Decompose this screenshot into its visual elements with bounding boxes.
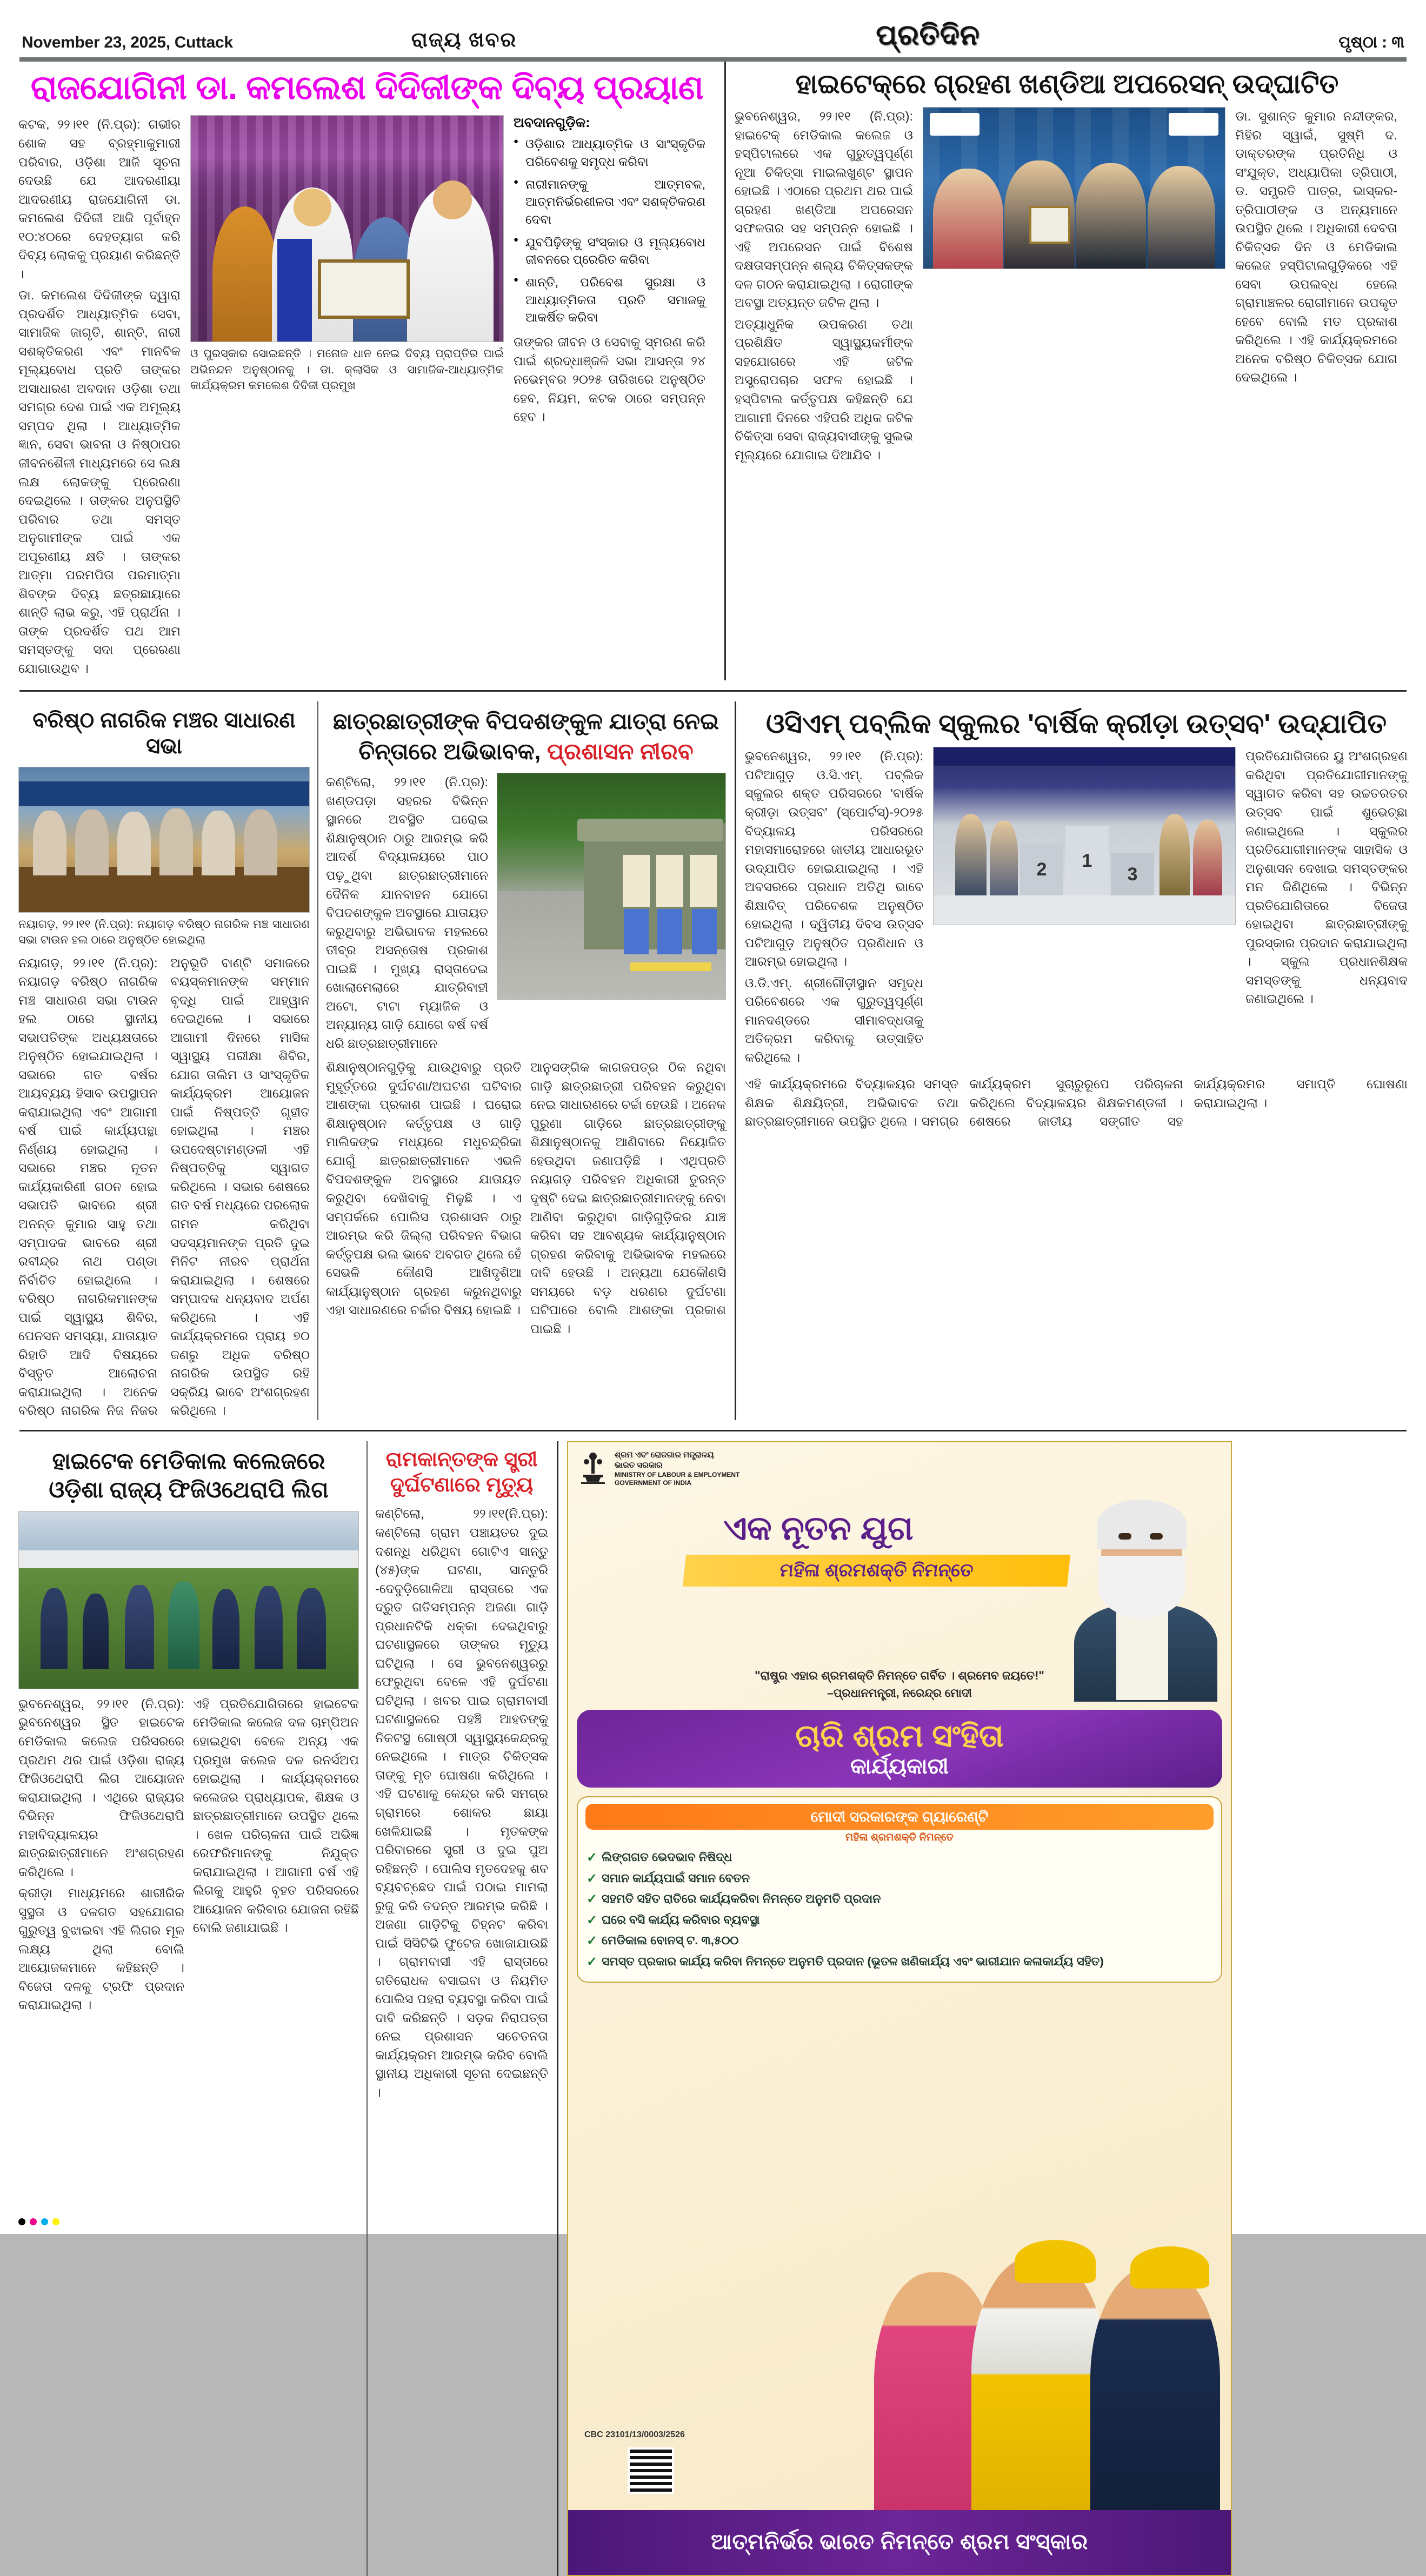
lead-photo — [190, 115, 504, 342]
hitech-body-para: ଅତ୍ୟାଧୁନିକ ଉପକରଣ ତଥା ପ୍ରଶିକ୍ଷିତ ସ୍ୱାସ୍ଥ୍ୟକର୍ମୀଙ୍କ ସହଯୋଗରେ ଏହି ଜଟିଳ ଅସ୍ତ୍ରୋପଚାର ସଫଳ ହୋଇଛି । ହସ୍ପିଟାଲ କର୍ତ୍ତୃପକ୍ଷ କହିଛନ୍ତି ଯେ ଆଗାମୀ ଦିନରେ ଏହିପରି ଅଧିକ ଜଟିଳ ଚିକିତ୍ସା ସେବା ରାଜ୍ୟବାସୀଙ୍କୁ ସୁଲଭ ମୂଲ୍ୟରେ ଯୋଗାଇ ଦିଆଯିବ । — [735, 317, 913, 462]
india-emblem-icon — [578, 1450, 608, 1488]
hitech-col3-para: ଡା. ସୁଶାନ୍ତ କୁମାର ନନ୍ଦୀଙ୍କର, ମିହିର ସ୍ୱାଇଁ, ସୁଷ୍ମି ଦ. ଡାକ୍ତରଙ୍କ ପ୍ରତିନିଧି ଓ ସଂଯୁକ୍ତ, ଅଧ୍ୟାପିକା ତ୍ରିପାଠୀ, ଡ. ସମ୍ପ୍ରତି ପାତ୍ର, ଭାସ୍କର-ତ୍ରିପାଠୀଙ୍କ ଓ ଅନ୍ୟମାନେ ଉପସ୍ଥିତ ଥିଲେ । ଅଧିକାରୀ ଦେବତା ଚିକିତ୍ସକ ଦିନ ଓ ମେଡିକାଲ କଲେଜ ହସ୍ପିଟାଲଗୁଡ଼ିକରେ ଏହି ସେବା ଉପଲବ୍ଧ ହେଲେ ଗ୍ରାମାଞ୍ଚଳର ରୋଗୀମାନେ ଉପକୃତ ହେବେ ବୋଲି ମତ ପ୍ରକାଶ କରିଥିଲେ । ଏହି କାର୍ଯ୍ୟକ୍ରମରେ ଅନେକ ବରିଷ୍ଠ ଚିକିତ୍ସକ ଯୋଗ ଦେଇଥିଲେ । — [1235, 109, 1397, 385]
ad-title: ଏକ ନୂତନ ଯୁଗ — [723, 1509, 914, 1547]
zone-middle — [18, 701, 1408, 1420]
hitech-headline: ହାଇଟେକ୍‌ରେ ଗ୍ରହଣ ଖଣ୍ଡିଆ ଅପରେସନ୍ ଉଦ୍‌ଘାଟିତ — [795, 69, 1339, 99]
lead-headline: ରାଜଯୋଗିନୀ ଡା. କମଲେଶ ଦିଦିଜୀଙ୍କ ଦିବ୍ୟ ପ୍ରୟାଣ — [30, 69, 704, 106]
masthead-section: ରାଜ୍ୟ ଖବର — [411, 29, 517, 51]
section-divider-1 — [19, 690, 1407, 692]
hitech-dateline-para: ଭୁବନେଶ୍ୱର, ୨୨।୧୧ (ନି.ପ୍ର): ହାଇଟେକ୍ ମେଡିକାଲ କଲେଜ ଓ ହସ୍ପିଟାଲରେ ଏକ ଗୁରୁତ୍ୱପୂର୍ଣ୍ଣ ନୂଆ ଚିକିତ୍ସା ମାଇଲଖୁଣ୍ଟ ସ୍ଥାପନ ହୋଇଛି । ଏଠାରେ ପ୍ରଥମ ଥର ପାଇଁ ଗ୍ରହଣ ଖଣ୍ଡିଆ ଅପରେସନ ସଫଳତାର ସହ ସମ୍ପନ୍ନ ହୋଇଛି । ଏହି ଅପରେସନ ପାଇଁ ବିଶେଷ ଦକ୍ଷତାସମ୍ପନ୍ନ ଶଲ୍ୟ ଚିକିତ୍ସକଙ୍କ ଦଳ ଗଠନ କରାଯାଇଥିଲା । ରୋଗୀଙ୍କ ଅବସ୍ଥା ଅତ୍ୟନ୍ତ ଜଟିଳ ଥିଲା । — [735, 109, 913, 310]
ad-ministry-en1: MINISTRY OF LABOUR & EMPLOYMENT — [615, 1470, 740, 1478]
ad-benefit-item: ✓ ସମାନ କାର୍ଯ୍ୟପାଇଁ ସମାନ ବେତନ — [585, 1870, 1214, 1886]
ad-ministry-block — [568, 1442, 1231, 1488]
ocm-story — [745, 701, 1408, 1420]
ramakanta-body: କଣ୍ଟିଲୋ, ୨୨।୧୧(ନି.ପ୍ର): କଣ୍ଟିଲୋ ଗ୍ରାମ ପଞ୍ଚାୟତର ଦୁଇ ଦଶନ୍ଧି ଧରିଥିବା ଗୋଟିଏ ସାନ୍ତୁ (୪୫)ଙ୍କ ଘଟଣା, ସାନ୍ତୁରି -ଦେବୁଡ଼ିଗୋଳିଆ ରାସ୍ତାରେ ଏକ ଦ୍ରୁତ ଗତିସମ୍ପନ୍ନ ଅଜଣା ଗାଡ଼ି ପ୍ରଧାନଟିକି ଧକ୍କା ଦେଇଥିବାରୁ ଘଟଣାସ୍ଥଳରେ ତାଙ୍କର ମୃତ୍ୟୁ ଘଟିଥିଲା । ସେ ଭୁବନେଶ୍ୱରରୁ ଫେରୁଥିବା ବେଳେ ଏହି ଦୁର୍ଘଟଣା ଘଟିଥିଲା । ଖବର ପାଇ ଗ୍ରାମବାସୀ ଘଟଣାସ୍ଥଳରେ ପହଞ୍ଚି ଆହତଙ୍କୁ ନିକଟସ୍ଥ ଗୋଷ୍ଠୀ ସ୍ୱାସ୍ଥ୍ୟକେନ୍ଦ୍ରକୁ ନେଇଥିଲେ । ମାତ୍ର ଚିକିତ୍ସକ ତାଙ୍କୁ ମୃତ ଘୋଷଣା କରିଥିଲେ । ଏହି ଘଟଣାକୁ କେନ୍ଦ୍ର କରି ସମଗ୍ର ଗ୍ରାମରେ ଶୋକର ଛାୟା ଖେଳିଯାଇଛି । ମୃତକଙ୍କ ପରିବାରରେ ସ୍ତ୍ରୀ ଓ ଦୁଇ ପୁଅ ରହିଛନ୍ତି । ପୋଲିସ ମୃତଦେହକୁ ଶବ ବ୍ୟବଚ୍ଛେଦ ପାଇଁ ପଠାଇ ମାମଲା ରୁଜୁ କରି ତଦନ୍ତ ଆରମ୍ଭ କରିଛି । ଅଜଣା ଗାଡ଼ିଟିକୁ ଚିହ୍ନଟ କରିବା ପାଇଁ ସିସିଟିଭି ଫୁଟେଜ ଖୋଜାଯାଉଛି । ଗ୍ରାମବାସୀ ଏହି ରାସ୍ତାରେ ଗତିରୋଧକ ବସାଇବା ଓ ନିୟମିତ ପୋଲିସ ପହରା ବ୍ୟବସ୍ଥା କରିବା ପାଇଁ ଦାବି କରିଛନ୍ତି । ସଡ଼କ ନିରାପତ୍ତା ନେଇ ପ୍ରଶାସନ ସଚେତନତା କାର୍ଯ୍ୟକ୍ରମ ଆରମ୍ଭ କରିବ ବୋଲି ସ୍ଥାନୀୟ ଅଧିକାରୀ ସୂଚନା ଦେଇଛନ୍ତି । — [375, 1507, 548, 2099]
contribution-item: ● ଶାନ୍ତି, ପରିବେଶ ସୁରକ୍ଷା ଓ ଆଧ୍ୟାତ୍ମିକତା ପ୍ରତି ସମାଜକୁ ଆକର୍ଷିତ କରିବା — [514, 273, 705, 326]
students-photo — [497, 773, 726, 1000]
masthead — [18, 14, 1408, 52]
ad-benefit-item: ✓ ମେଡିକାଲ ବୋନସ୍ ଟ. ୩,୫୦୦ — [585, 1932, 1214, 1948]
physio-col-2: ଏହି ପ୍ରତିଯୋଗିତାରେ ହାଇଟେକ ମେଡିକାଲ କଲେଜ ଦଳ ଚାମ୍ପିଅନ ହୋଇଥିବା ବେଳେ ଅନ୍ୟ ଏକ ପ୍ରମୁଖ କଲେଜ ଦଳ ରନର୍ସଅପ ହୋଇଥିଲା । କାର୍ଯ୍ୟକ୍ରମରେ କଲେଜର ପ୍ରାଧ୍ୟାପକ, ଶିକ୍ଷକ ଓ ଛାତ୍ରଛାତ୍ରୀମାନେ ଉପସ୍ଥିତ ଥିଲେ । ଖେଳ ପରିଚାଳନା ପାଇଁ ଅଭିଜ୍ଞ ରେଫରିମାନଙ୍କୁ ନିଯୁକ୍ତ କରାଯାଇଥିଲା । ଆଗାମୀ ବର୍ଷ ଏହି ଲିଗକୁ ଆହୁରି ବୃହତ ପରିସରରେ ଆୟୋଜନ କରିବାର ଯୋଜନା ରହିଛି ବୋଲି ଜଣାଯାଇଛି । — [193, 1696, 359, 1935]
ocm-dateline-para: ଭୁବନେଶ୍ୱର, ୨୨।୧୧ (ନି.ପ୍ର): ପଟିଆଗୁଡ଼ ଓ.ସି.ଏମ୍. ପବ୍ଲିକ ସ୍କୁଲର ଶକ୍ତ ପରିସରରେ 'ବାର୍ଷିକ କ୍ରୀଡ଼ା ଉତ୍ସବ' (ସ୍ପୋର୍ଟସ୍)-୨୦୨୫ ବିଦ୍ୟାଳୟ ପରିସରରେ ମହାସମାରୋହରେ ଜାତୀୟ ଆଧାରଭୂତ ଉଦ୍‌ଯାପିତ ହୋଇଯାଇଥିଲା । ଏହି ଅବସରରେ ପ୍ରଧାନ ଅତିଥି ଭାବେ ଶିକ୍ଷାବିତ୍‌ ପରିବେଶକ ଅନୁଷ୍ଠିତ ହୋଇଥିଲା । ଦ୍ୱିତୀୟ ଦିବସ ଉତ୍ସବ ପଟିଆଗୁଡ଼ ଅନୁଷ୍ଠିତ ପ୍ରଣିଧାନ ଓ ଆରମ୍ଭ ହୋଇଥିଲା । — [745, 749, 923, 969]
ocm-col-3: ପ୍ରତିଯୋଗିତାରେ ୟୁ ଅଂଶଗ୍ରହଣ କରିଥିବା ପ୍ରତିଯୋଗୀମାନଙ୍କୁ ସ୍ୱାଗତ କରିବା ସହ ଉଚ୍ଚତରତର ଉତ୍ସବ ପାଇଁ ଶୁଭେଚ୍ଛା ଜଣାଇଥିଲେ । ସ୍କୁଲର ପ୍ରତିଯୋଗୀମାନଙ୍କ ସାହାସିକ ଓ ଅନୁଶାସନ ଦେଖାଇ ସମସ୍ତଙ୍କର ମନ ଜିଣିଥିଲେ । ବିଭିନ୍ନ ପ୍ରତିଯୋଗିତାରେ ବିଜେତା ହୋଇଥିବା ଛାତ୍ରଛାତ୍ରୀଙ୍କୁ ପୁରସ୍କାର ପ୍ରଦାନ କରାଯାଇଥିଲା । ସ୍କୁଲ ପ୍ରଧାନଶିକ୍ଷକ ସମସ୍ତଙ୍କୁ ଧନ୍ୟବାଦ ଜଣାଇଥିଲେ । — [1245, 749, 1408, 1006]
zone-lower — [18, 1441, 1408, 2576]
lead-body-para: ଡା. କମଲେଶ ଦିଦିଜୀଙ୍କ ଦ୍ୱାରା ପ୍ରଦର୍ଶିତ ଆଧ୍ୟାତ୍ମିକ ସେବା, ସାମାଜିକ ଜାଗୃତି, ଶାନ୍ତି, ନାରୀ ସଶକ୍ତିକରଣ ଏବଂ ମାନବିକ ମୂଲ୍ୟବୋଧ ପ୍ରତି ତାଙ୍କର ଅସାଧାରଣ ଅବଦାନ ଓଡ଼ିଶା ତଥା ସମଗ୍ର ଦେଶ ପାଇଁ ଏକ ଅମୂଲ୍ୟ ସମ୍ପଦ ଥିଲା । ଆଧ୍ୟାତ୍ମିକ ଜ୍ଞାନ, ସେବା ଭାବନା ଓ ନିଷ୍ଠାପର ଜୀବନଶୈଳୀ ମାଧ୍ୟମରେ ସେ ଲକ୍ଷ ଲକ୍ଷ ଲୋକଙ୍କୁ ପ୍ରେରଣା ଦେଇଥିଲେ । ତାଙ୍କର ଅନୁପସ୍ଥିତି ପରିବାର ତଥା ସମସ୍ତ ଅନୁଗାମୀଙ୍କ ପାଇଁ ଏକ ଅପୂରଣୀୟ କ୍ଷତି । ତାଙ୍କର ଆତ୍ମା ପରମପିତା ପରମାତ୍ମା ଶିବଙ୍କ ଦିବ୍ୟ ଛତ୍ରଛାୟାରେ ଶାନ୍ତି ଲାଭ କରୁ, ଏହି ପ୍ରାର୍ଥନା । ତାଙ୍କ ପ୍ରଦର୍ଶିତ ପଥ ଆମ ସମସ୍ତଙ୍କୁ ସଦା ପ୍ରେରଣା ଯୋଗାଉଥିବ । — [18, 288, 181, 675]
senior-story — [18, 701, 310, 1420]
ad-footer-band — [568, 2510, 1231, 2575]
contribution-item: ● ଓଡ଼ିଶାର ଆଧ୍ୟାତ୍ମିକ ଓ ସାଂସ୍କୃତିକ ପରିବେଶକୁ ସମୃଦ୍ଧ କରିବା — [514, 135, 705, 170]
registration-marks-left — [18, 2218, 59, 2225]
ad-guarantee-subheading: ମହିଳା ଶ୍ରମଶକ୍ତି ନିମନ୍ତେ — [845, 1832, 954, 1844]
ad-guarantee-heading: ମୋଦୀ ସରକାରଙ୍କ ଗ୍ୟାରେଣ୍ଟି — [585, 1804, 1214, 1830]
students-col-1: କଣ୍ଟିଲୋ, ୨୨।୧୧ (ନି.ପ୍ର): ଖଣ୍ଡପଡ଼ା ସହରର ବିଭିନ୍ନ ସ୍ଥାନରେ ଅବସ୍ଥିତ ଘରୋଇ ଶିକ୍ଷାନୁଷ୍ଠାନ ଠାରୁ ଆରମ୍ଭ କରି ଆଦର୍ଶ ବିଦ୍ୟାଳୟରେ ପାଠ ପଢ଼ୁଥିବା ଛାତ୍ରଛାତ୍ରୀମାନେ ଦୈନିକ ଯାନବାହନ ଯୋଗେ ବିପଦଶଙ୍କୁଳ ଅବସ୍ଥାରେ ଯାତାୟତ କରୁଥିବାରୁ ଅଭିଭାବକ ମହଲରେ ତୀବ୍ର ଅସନ୍ତୋଷ ପ୍ରକାଶ ପାଇଛି । ମୁଖ୍ୟ ରାସ୍ତାଦେଇ ଖୋଲାମେଲାରେ ଯାତ୍ରିବାହୀ ଅଟୋ, ଟାଟା ମ୍ୟାଜିକ ଓ ଅନ୍ୟାନ୍ୟ ଗାଡ଼ି ଯୋଗେ ବର୍ଷ ବର୍ଷ ଧରି ଛାତ୍ରଛାତ୍ରୀମାନେ — [326, 775, 488, 1051]
senior-body: ନୟାଗଡ଼, ୨୨।୧୧ (ନି.ପ୍ର): ନୟାଗଡ଼ ବରିଷ୍ଠ ନାଗରିକ ମଞ୍ଚ ସାଧାରଣ ସଭା ଟାଉନ ହଲ ଠାରେ ସ୍ଥାନୀୟ ସଭାପତିଙ୍କ ଅଧ୍ୟକ୍ଷତାରେ ଅନୁଷ୍ଠିତ ହୋଇଯାଇଥିଲା । ସଭାରେ ଗତ ବର୍ଷର ଆୟବ୍ୟୟ ହିସାବ ଉପସ୍ଥାପନ କରାଯାଇଥିଲା ଏବଂ ଆଗାମୀ ବର୍ଷ ପାଇଁ କାର୍ଯ୍ୟପନ୍ଥା ନିର୍ଣ୍ଣୟ ହୋଇଥିଲା । ସଭାରେ ମଞ୍ଚର ନୂତନ କାର୍ଯ୍ୟକାରିଣୀ ଗଠନ ହୋଇ ସଭାପତି ଭାବରେ ଶ୍ରୀ ଅନନ୍ତ କୁମାର ସାହୁ ତଥା ସମ୍ପାଦକ ଭାବରେ ଶ୍ରୀ ରବୀନ୍ଦ୍ର ନାଥ ପଣ୍ଡା ନିର୍ବାଚିତ ହୋଇଥିଲେ । ବରିଷ୍ଠ ନାଗରିକମାନଙ୍କ ପାଇଁ ସ୍ୱାସ୍ଥ୍ୟ ଶିବିର, ପେନସନ ସମସ୍ୟା, ଯାତାୟାତ ରିହାତି ଆଦି ବିଷୟରେ ବିସ୍ତୃତ ଆଲୋଚନା କରାଯାଇଥିଲା । ଅନେକ ବରିଷ୍ଠ ନାଗରିକ ନିଜ ନିଜର ଅନୁଭୂତି ବାଣ୍ଟି ସମାଜରେ ବୟସ୍କମାନଙ୍କ ସମ୍ମାନ ବୃଦ୍ଧି ପାଇଁ ଆହ୍ୱାନ ଦେଇଥିଲେ । ସଭାରେ ଆଗାମୀ ଦିନରେ ମାସିକ ସ୍ୱାସ୍ଥ୍ୟ ପରୀକ୍ଷା ଶିବିର, ଯୋଗ ତାଲିମ ଓ ସାଂସ୍କୃତିକ କାର୍ଯ୍ୟକ୍ରମ ଆୟୋଜନ ପାଇଁ ନିଷ୍ପତ୍ତି ଗୃହୀତ ହୋଇଥିଲା । ମଞ୍ଚର ଉପଦେଷ୍ଟାମଣ୍ଡଳୀ ଏହି ନିଷ୍ପତ୍ତିକୁ ସ୍ୱାଗତ କରିଥିଲେ । ସଭାର ଶେଷରେ ଗତ ବର୍ଷ ମଧ୍ୟରେ ପରଲୋକ ଗମନ କରିଥିବା ସଦସ୍ୟମାନଙ୍କ ପ୍ରତି ଦୁଇ ମିନିଟ ନୀରବ ପ୍ରାର୍ଥନା କରାଯାଇଥିଲା । ଶେଷରେ ସମ୍ପାଦକ ଧନ୍ୟବାଦ ଅର୍ପଣ କରିଥିଲେ । ଏହି କାର୍ଯ୍ୟକ୍ରମରେ ପ୍ରାୟ ୭୦ ଜଣରୁ ଅଧିକ ବରିଷ୍ଠ ନାଗରିକ ଉପସ୍ଥିତ ରହି ସକ୍ରିୟ ଭାବେ ଅଂଶଗ୍ରହଣ କରିଥିଲେ । — [18, 955, 310, 1418]
students-col-3: ଆନୁସଙ୍ଗିକ କାଗଜପତ୍ର ଠିକ ନଥିବା ଗାଡ଼ି ଛାତ୍ରଛାତ୍ରୀ ପରିବହନ କରୁଥିବା ନେଇ ସାଧାରଣରେ ଚର୍ଚ୍ଚା ହେଉଛି । ଅନେକ ପୁରୁଣା ଗାଡ଼ିରେ ଛାତ୍ରଛାତ୍ରୀଙ୍କୁ ଶିକ୍ଷାନୁଷ୍ଠାନକୁ ଆଣିବାରେ ନିୟୋଜିତ ହେଉଥିବା ଜଣାପଡ଼ିଛି । ଏଥିପ୍ରତି ନୟାଗଡ଼ ପରିବହନ ଅଧିକାରୀ ତୁରନ୍ତ ଦୃଷ୍ଟି ଦେଇ ଛାତ୍ରଛାତ୍ରୀମାନଙ୍କୁ ନେବା ଆଣିବା କରୁଥିବା ଗାଡ଼ିଗୁଡ଼ିକର ଯାଞ୍ଚ କରିବା ସହ ଆବଶ୍ୟକ କାର୍ଯ୍ୟାନୁଷ୍ଠାନ ଗ୍ରହଣ କରିବାକୁ ଅଭିଭାବକ ମହଲରେ ଦାବି ହେଉଛି । ଅନ୍ୟଥା ଯେକୌଣସି ସମୟରେ ବଡ଼ ଧରଣର ଦୁର୍ଘଟଣା ଘଟିପାରେ ବୋଲି ଆଶଙ୍କା ପ୍ରକାଶ ପାଇଛି । — [530, 1060, 726, 1336]
physio-dateline-para: ଭୁବନେଶ୍ୱର, ୨୨।୧୧ (ନି.ପ୍ର): ଭୁବନେଶ୍ୱର ସ୍ଥିତ ହାଇଟେକ ମେଡିକାଲ କଲେଜ ପରିସରରେ ପ୍ରଥମ ଥର ପାଇଁ ଓଡ଼ିଶା ରାଜ୍ୟ ଫିଜିଓଥେରାପି ଲିଗ ଆୟୋଜନ କରାଯାଇଥିଲା । ଏଥିରେ ରାଜ୍ୟର ବିଭିନ୍ନ ଫିଜିଓଥେରାପି ମହାବିଦ୍ୟାଳୟର ଛାତ୍ରଛାତ୍ରୀମାନେ ଅଂଶଗ୍ରହଣ କରିଥିଲେ । — [18, 1696, 184, 1879]
masthead-rule — [19, 57, 1407, 62]
ad-benefit-item: ✓ ସହମତି ସହିତ ରାତିରେ କାର୍ଯ୍ୟକରିବା ନିମନ୍ତେ ଅନୁମତି ପ୍ରଦାନ — [585, 1891, 1214, 1906]
students-headline-b-part1: ଚିନ୍ତାରେ ଅଭିଭାବକ, — [358, 738, 547, 764]
hitech-col-3 — [1235, 107, 1397, 467]
zone-top — [18, 62, 1408, 680]
ad-qr-code — [628, 2447, 674, 2494]
ramakanta-headline-a: ରାମକାନ୍ତଙ୍କ ସ୍ତ୍ରୀ — [385, 1448, 538, 1471]
students-headline-b — [326, 738, 726, 765]
column-divider — [367, 1441, 368, 2576]
senior-photo-caption: ନୟାଗଡ଼, ୨୨।୧୧ (ନି.ପ୍ର): ନୟାଗଡ଼ ବରିଷ୍ଠ ନାଗରିକ ମଞ୍ଚ ସାଧାରଣ ସଭା ଟାଉନ ହଲ ଠାରେ ଅନୁଷ୍ଠିତ ହୋଇଥିଲା — [18, 918, 310, 947]
ad-ribbon: ମହିଳା ଶ୍ରମଶକ୍ତି ନିମନ୍ତେ — [683, 1555, 1070, 1587]
senior-headline: ବରିଷ୍ଠ ନାଗରିକ ମଞ୍ଚର ସାଧାରଣ ସଭା — [32, 708, 296, 758]
lead-closing-para: ତାଙ୍କର ଜୀବନ ଓ ସେବାକୁ ସ୍ମରଣ କରି ପାଇଁ ଶ୍ରଦ୍ଧାଞ୍ଜଳି ସଭା ଆସନ୍ତା ୨୪ ନଭେମ୍ବର ୨୦୨୫ ତାରିଖରେ ଅନୁଷ୍ଠିତ ହେବ, ନିୟମ, କଟକ ଠାରେ ସମ୍ପନ୍ନ ହେବ । — [514, 335, 705, 424]
column-divider — [317, 701, 318, 1420]
lead-dateline-para: କଟକ, ୨୨।୧୧ (ନି.ପ୍ର): ଗଭୀର ଶୋକ ସହ ବ୍ରହ୍ମାକୁମାରୀ ପରିବାର, ଓଡ଼ିଶା ଆଜି ସୂଚନା ଦେଉଛି ଯେ ଆଦରଣୀୟା ଆଦରଣୀୟ ରାଜଯୋଗିନୀ ଡା. କମଲେଶ ଦିଦିଜୀ ଆଜି ପୂର୍ବାହ୍ନ ୧୦:୪୦ରେ ଦେହତ୍ୟାଗ କରି ଦିବ୍ୟ ଲୋକକୁ ପ୍ରୟାଣ କରିଛନ୍ତି । — [18, 117, 181, 281]
contributions-list — [514, 135, 705, 326]
ad-benefit-item: ✓ ଘରେ ବସି କାର୍ଯ୍ୟ କରିବାର ବ୍ୟବସ୍ଥା — [585, 1912, 1214, 1928]
masthead-logo-text: ପ୍ରତିଦିନ — [876, 19, 980, 51]
lead-col-3 — [514, 115, 705, 680]
government-advertisement — [567, 1441, 1232, 2576]
students-photo-block — [497, 773, 726, 1053]
students-headline-b-part2: ପ୍ରଶାସନ ନୀରବ — [547, 738, 694, 764]
hitech-photo-block — [923, 107, 1225, 467]
contribution-item: ● ଯୁବପିଢ଼ିଙ୍କୁ ସଂସ୍କାର ଓ ମୂଲ୍ୟବୋଧ ଜୀବନରେ ପ୍ରେରିତ କରିବା — [514, 233, 705, 269]
contribution-item: ● ନାରୀମାନଙ୍କୁ ଆତ୍ମବଳ, ଆତ୍ମନିର୍ଭରଶୀଳତା ଏବଂ ସଶକ୍ତିକରଣ ଦେବା — [514, 176, 705, 229]
hitech-story — [735, 62, 1400, 680]
ad-card-subheading: କାର୍ଯ୍ୟକାରୀ — [850, 1754, 949, 1778]
ad-ministry-line1: ଶ୍ରମ ଏବଂ ରୋଜଗାର ମନ୍ତ୍ରାଳୟ — [615, 1450, 714, 1460]
ad-quote-attribution: –ପ୍ରଧାନମନ୍ତ୍ରୀ, ନରେନ୍ଦ୍ର ମୋଦୀ — [827, 1687, 972, 1700]
section-divider-2 — [19, 1430, 1407, 1431]
pm-portrait — [1069, 1491, 1225, 1696]
physio-headline-a: ହାଇଟେକ ମେଡିକାଲ କଲେଜରେ — [52, 1448, 325, 1474]
ad-ministry-en2: GOVERNMENT OF INDIA — [615, 1478, 692, 1487]
physio-photo — [18, 1511, 359, 1689]
masthead-date: November 23, 2025, Cuttack — [22, 34, 233, 51]
ad-benefit-item: ✓ ଲିଙ୍ଗଗତ ଭେଦଭାବ ନିଷିଦ୍ଧ — [585, 1849, 1214, 1865]
ocm-col-4: ଏହି କାର୍ଯ୍ୟକ୍ରମରେ ବିଦ୍ୟାଳୟର ସମସ୍ତ ଶିକ୍ଷକ ଶିକ୍ଷୟିତ୍ରୀ, ଅଭିଭାବକ ତଥା ଛାତ୍ରଛାତ୍ରୀମାନେ ଉପସ୍ଥିତ ଥିଲେ । ସମଗ୍ର କାର୍ଯ୍ୟକ୍ରମ ସୁଚାରୁରୂପେ ପରିଚାଳନା କରିଥିଲେ ବିଦ୍ୟାଳୟର ଶିକ୍ଷକମଣ୍ଡଳୀ । ଶେଷରେ ଜାତୀୟ ସଙ୍ଗୀତ ସହ କାର୍ଯ୍ୟକ୍ରମର ସମାପ୍ତି ଘୋଷଣା କରାଯାଇଥିଲା । — [745, 1077, 1408, 1129]
ad-benefit-item: ✓ ସମସ୍ତ ପ୍ରକାର କାର୍ଯ୍ୟ କରିବା ନିମନ୍ତେ ଅନୁମତି ପ୍ରଦାନ (ଭୂତଳ ଖଣିକାର୍ଯ୍ୟ ଏବଂ ଭାରୀଯାନ କଳାକାର୍ଯ୍ୟ ସହିତ) — [585, 1953, 1214, 1969]
lead-col-1 — [18, 115, 181, 680]
contributions-heading: ଅବଦାନଗୁଡ଼ିକ: — [514, 115, 590, 131]
ad-cbc-code: CBC 23101/13/0003/2526 — [584, 2430, 685, 2439]
ocm-col-1 — [745, 747, 923, 1069]
column-divider — [557, 1441, 558, 2576]
students-story — [326, 701, 726, 1420]
page-number: ପୃଷ୍ଠା : ୩ — [1338, 34, 1404, 51]
physio-story — [18, 1441, 359, 2576]
lead-photo-caption: ଓ ପୁରସ୍କାର ସୋଇଛନ୍ତି । ମନୋଜ ଧାନ ନେଇ ଦିବ୍ୟ ପ୍ରାପ୍ତିର ପାଇଁ ଅଭିନନ୍ଦନ ଅନୁଷ୍ଠାନକୁ । ଡା. କ୍ଲାସିକ ଓ ସାମାଜିକ-ଆଧ୍ୟାତ୍ମିକ କାର୍ଯ୍ୟକ୍ରମ କମଲେଶ ଦିଦିଜୀ ପ୍ରମୁଖ — [190, 347, 504, 392]
ad-card-heading: ଚାରି ଶ୍ରମ ସଂହିତା — [795, 1718, 1004, 1754]
ramakanta-headline-b: ଦୁର୍ଘଟଣାରେ ମୃତ୍ୟୁ — [390, 1473, 534, 1496]
senior-photo — [18, 767, 310, 913]
column-divider — [735, 701, 736, 1420]
ocm-body-para: ଓ.ଡି.ଏମ୍. ଶ୍ରୀଗୌଡ଼ୀସ୍ଥାନ ସମୃଦ୍ଧ ପରିବେଶରେ ଏକ ଗୁରୁତ୍ୱପୂର୍ଣ୍ଣ ମାନଦଣ୍ଡରେ ସୀମାବଦ୍ଧତାକୁ ଅତିକ୍ରମ କରିବାକୁ ଉତ୍ସାହିତ କରିଥିଲେ । — [745, 975, 923, 1065]
physio-headline-b: ଓଡ଼ିଶା ରାଜ୍ୟ ଫିଜିଓଥେରାପି ଲିଗ — [49, 1477, 329, 1503]
students-headline-a: ଛାତ୍ରଛାତ୍ରୀଙ୍କ ବିପଦଶଙ୍କୁଳ ଯାତ୍ରା ନେଇ — [332, 708, 719, 734]
physio-col-1 — [18, 1695, 184, 2017]
hitech-col-1 — [735, 107, 913, 467]
ramakanta-story — [375, 1441, 548, 2576]
students-col-2: ଶିକ୍ଷାନୁଷ୍ଠାନଗୁଡ଼ିକୁ ଯାଉଥିବାରୁ ପ୍ରତି ମୁହୂର୍ତ୍ତରେ ଦୁର୍ଘଟଣା/ଅଘଟଣ ଘଟିବାର ଆଶଙ୍କା ପ୍ରକାଶ ପାଇଛି । ଘରୋଇ ଶିକ୍ଷାନୁଷ୍ଠାନ କର୍ତ୍ତୃପକ୍ଷ ଓ ଗାଡ଼ି ମାଲିକଙ୍କ ମଧ୍ୟରେ ମଧୁଚନ୍ଦ୍ରିକା ଯୋଗୁଁ ଛାତ୍ରଛାତ୍ରୀମାନେ ଏଭଳି ବିପଦଶଙ୍କୁଳ ଅବସ୍ଥାରେ ଯାତାୟତ କରୁଥିବା ଦେଖିବାକୁ ମିଳୁଛି । ଏ ସମ୍ପର୍କରେ ପୋଲିସ ପ୍ରଶାସନ ଠାରୁ ଆରମ୍ଭ କରି ଜିଲ୍ଲା ପରିବହନ ବିଭାଗ କର୍ତ୍ତୃପକ୍ଷ ଭଲ ଭାବେ ଅବଗତ ଥିଲେ ହେଁ ସେଭଳି କୌଣସି ଆଖିଦୃଶିଆ କାର୍ଯ୍ୟାନୁଷ୍ଠାନ ଗ୍ରହଣ କରୁନଥିବାରୁ ଏହା ସାଧାରଣରେ ଚର୍ଚ୍ଚାର ବିଷୟ ହୋଇଛି । — [326, 1060, 522, 1317]
ad-footer-text: ଆତ୍ମନିର୍ଭର ଭାରତ ନିମନ୍ତେ ଶ୍ରମ ସଂସ୍କାର — [711, 2530, 1088, 2554]
physio-body-para: କ୍ରୀଡ଼ା ମାଧ୍ୟମରେ ଶାରୀରିକ ସୁସ୍ଥତା ଓ ଦଳଗତ ସହଯୋଗର ଗୁରୁତ୍ୱ ବୁଝାଇବା ଏହି ଲିଗର ମୂଳ ଲକ୍ଷ୍ୟ ଥିଲା ବୋଲି ଆୟୋଜକମାନେ କହିଛନ୍ତି । ବିଜେତା ଦଳକୁ ଟ୍ରଫି ପ୍ରଦାନ କରାଯାଇଥିଲା । — [18, 1886, 184, 2012]
column-divider — [724, 62, 726, 680]
hitech-photo — [923, 107, 1225, 269]
masthead-logo — [517, 19, 1338, 52]
lead-story — [18, 62, 716, 680]
ocm-headline: ଓସିଏମ୍ ପବ୍ଲିକ ସ୍କୁଲର 'ବାର୍ଷିକ କ୍ରୀଡ଼ା ଉତ୍ସବ' ଉଦ୍‌ଯାପିତ — [765, 708, 1387, 739]
lead-photo-block — [190, 115, 504, 680]
ad-ministry-text — [615, 1450, 739, 1487]
ad-ministry-line2: ଭାରତ ସରକାର — [615, 1460, 663, 1470]
ocm-photo-block — [933, 747, 1236, 1069]
ad-highlight-card — [577, 1710, 1222, 1788]
ad-quote: "ରାଷ୍ଟ୍ର ଏହାର ଶ୍ରମଶକ୍ତି ନିମନ୍ତେ ଗର୍ବିତ । ଶ୍ରମେବ ଜୟତେ!" — [755, 1668, 1044, 1682]
ad-guarantee-box — [577, 1796, 1222, 1983]
ocm-photo: 2 1 3 — [933, 747, 1236, 925]
ad-benefits-list — [585, 1849, 1214, 1969]
